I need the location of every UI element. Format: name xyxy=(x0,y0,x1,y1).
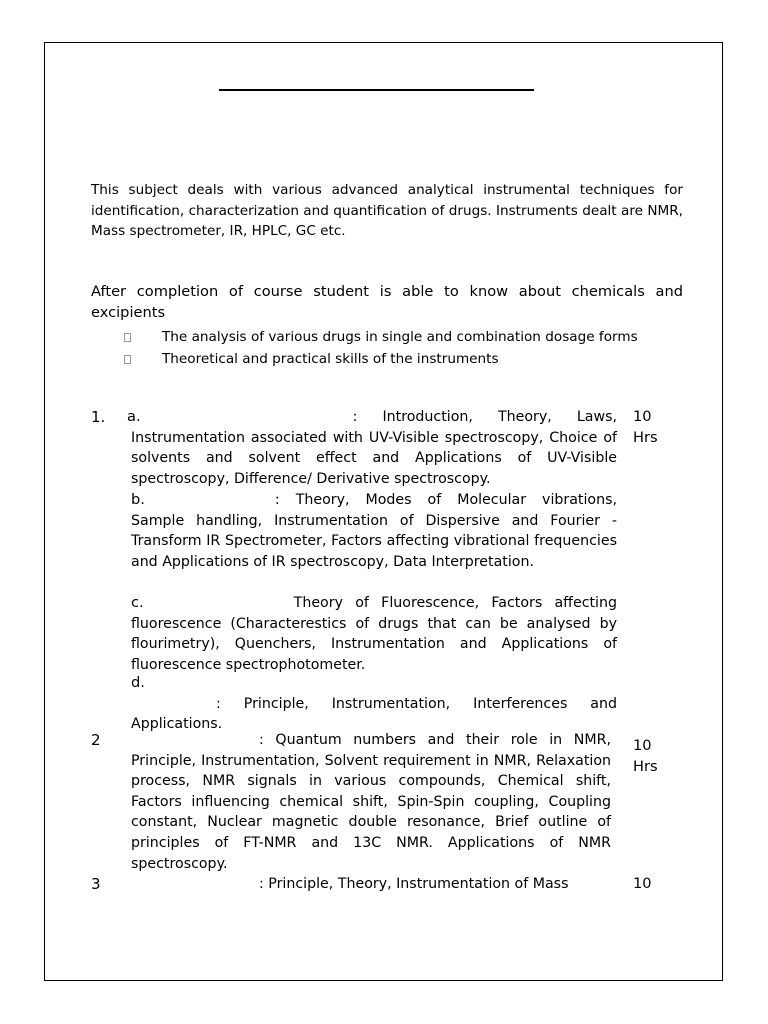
unit-hours: 10 Hrs xyxy=(633,737,658,775)
outcome-list xyxy=(124,326,638,370)
unit-3-text: : Principle, Theory, Instrumentation of Mass xyxy=(259,876,569,892)
unit-1a-text: a. : Introduction, Theory, Laws, Instrumentation associated with UV-Visible spectroscopy, Choice of solvents and solvent effect and Applications of UV-Visible spectroscopy, Difference/ Derivative spectroscopy. xyxy=(127,408,617,487)
unit-number: 1. xyxy=(91,408,106,426)
intro-paragraph: This subject deals with various advanced analytical instrumental techniques for identification, characterization and quantification of drugs. Instruments dealt are NMR, Mass spectrometer, IR, HPLC, GC etc. xyxy=(91,182,683,239)
unit-1c-text: c. Theory of Fluorescence, Factors affecting fluorescence (Characterestics of drugs that can be analysed by flourimetry), Quenchers, Instrumentation and Applications of fluorescence spectrophotometer. xyxy=(131,594,617,673)
unit-hours: 10 xyxy=(633,875,652,892)
unit-2-text: : Quantum numbers and their role in NMR, Principle, Instrumentation, Solvent requirement in NMR, Relaxation process, NMR signals in various compounds, Chemical shift, Factors influencing chemical shift, Spin-Spin coupling, Coupling constant, Nuclear magnetic double resonance, Brief outline of principles of FT-NMR and 13C NMR. Applications of NMR spectroscopy. xyxy=(131,732,611,872)
bullet-box-icon xyxy=(124,355,131,364)
list-item: Theoretical and practical skills of the instruments xyxy=(124,348,638,370)
outcome-paragraph: After completion of course student is able to know about chemicals and excipients xyxy=(91,283,683,321)
list-item: The analysis of various drugs in single and combination dosage forms xyxy=(124,326,638,348)
unit-1b-text: b. : Theory, Modes of Molecular vibrations, Sample handling, Instrumentation of Dispersive and Fourier - Transform IR Spectrometer, Factors affecting vibrational frequencies and Applications of IR spectroscopy, Data Interpretation. xyxy=(131,491,617,570)
unit-hours: 10 Hrs xyxy=(633,408,658,446)
unit-number: 2 xyxy=(91,731,101,749)
unit-1d-text: d. : Principle, Instrumentation, Interferences and Applications. xyxy=(131,674,617,733)
unit-number: 3 xyxy=(91,875,101,893)
bullet-box-icon xyxy=(124,333,131,342)
title-rule xyxy=(219,89,534,91)
